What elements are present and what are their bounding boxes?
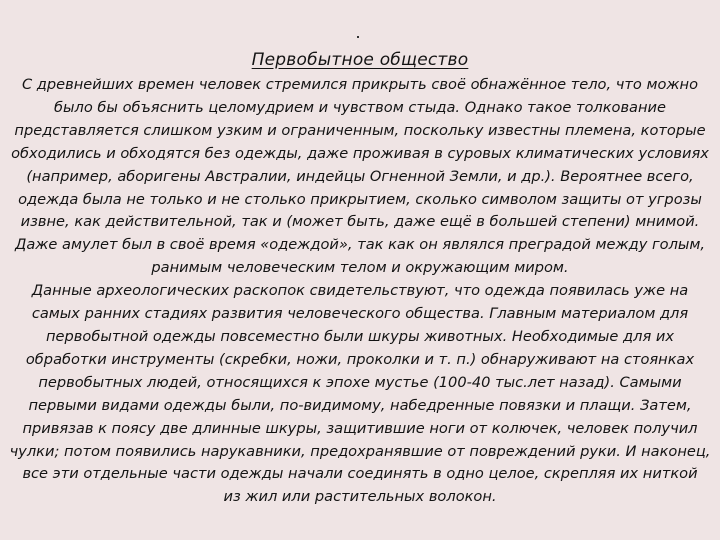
- text-line: извне, как действительной, так и (может быть, даже ещё в большей степени) мнимой.: [20, 213, 700, 231]
- text-line: обходились и обходятся без одежды, даже проживая в суровых климатических условиях: [11, 144, 709, 162]
- body-text: [4, 74, 716, 509]
- text-line: привязав к поясу две длинные шкуры, защитившие ноги от колючек, человек получил: [22, 419, 698, 437]
- text-line: ранимым человеческим телом и окружающим миром.: [151, 259, 569, 277]
- dot-mark: [357, 36, 359, 38]
- text-line: Данные археологических раскопок свидетельствуют, что одежда появилась уже на: [31, 282, 689, 300]
- text-line: представляется слишком узким и ограниченным, поскольку известны племена, которые: [14, 121, 706, 139]
- page-title: Первобытное общество: [251, 50, 469, 70]
- text-line: (например, аборигены Австралии, индейцы Огненной Земли, и др.). Вероятнее всего,: [26, 167, 694, 185]
- text-line: обработки инструменты (скребки, ножи, проколки и т. п.) обнаруживают на стоянках: [25, 350, 695, 368]
- text-line: первобытной одежды повсеместно были шкуры животных. Необходимые для их: [46, 327, 674, 345]
- text-line: первыми видами одежды были, по-видимому, набедренные повязки и плащи. Затем,: [28, 396, 692, 414]
- text-line: чулки; потом появились нарукавники, предохранявшие от повреждений руки. И наконец,: [9, 442, 711, 460]
- text-line: самых ранних стадиях развития человеческого общества. Главным материалом для: [31, 305, 689, 323]
- text-line: из жил или растительных волокон.: [223, 488, 497, 506]
- text-line: было бы объяснить целомудрием и чувством стыда. Однако такое толкование: [53, 98, 666, 116]
- text-line: С древнейших времен человек стремился прикрыть своё обнажённое тело, что можно: [21, 76, 699, 93]
- text-line: первобытных людей, относящихся к эпохе мустье (100-40 тыс.лет назад). Самыми: [38, 373, 682, 391]
- text-line: Даже амулет был в своё время «одеждой», так как он являлся преградой между голым,: [14, 236, 706, 254]
- text-line: все эти отдельные части одежды начали соединять в одно целое, скрепляя их ниткой: [22, 465, 698, 483]
- text-line: одежда была не только и не столько прикрытием, сколько символом защиты от угрозы: [18, 190, 702, 208]
